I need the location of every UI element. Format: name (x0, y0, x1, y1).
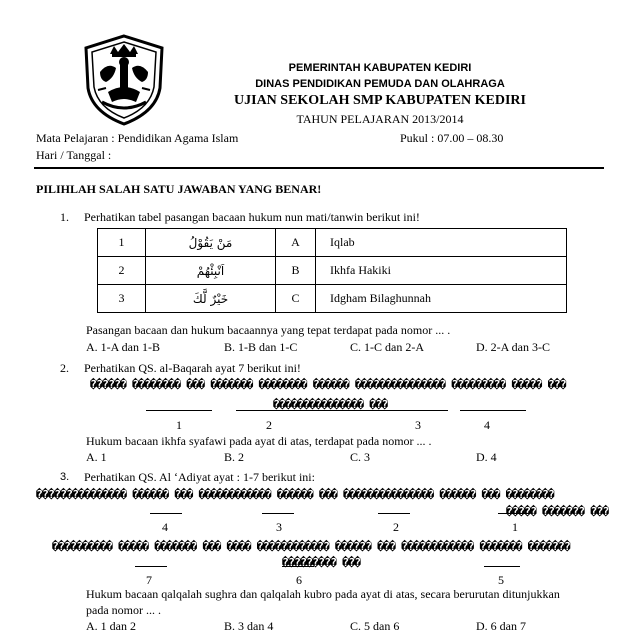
q3-verse-line2b: ��������� ��� (282, 556, 361, 569)
q2-underline-4 (460, 410, 526, 411)
q3-label-2: 2 (393, 520, 399, 534)
q3-verse-line2: ���������� ����� ������� ��� ���� ������������ ������ ��� ������������ ������� ������� (52, 540, 570, 553)
q3-option-a: A. 1 dan 2 (86, 619, 136, 630)
q3-underline-1 (498, 513, 530, 514)
option-letter: A (276, 229, 316, 257)
q3-option-c: C. 5 dan 6 (350, 619, 400, 630)
table-row (98, 229, 567, 257)
q2-underline-3 (382, 410, 448, 411)
divider-line (34, 167, 604, 169)
q2-stem: Hukum bacaan ikhfa syafawi pada ayat di atas, terdapat pada nomor ... . (86, 434, 432, 448)
q3-label-6: 6 (296, 573, 302, 587)
q2-option-c: C. 3 (350, 450, 371, 464)
q3-verse-line1: ��������������� ������ ��� ������������ ������ ��� ��������������� ������ ��� �������� (36, 488, 554, 501)
row-number: 3 (98, 285, 146, 313)
q3-number: 3. (60, 471, 70, 483)
row-number: 1 (98, 229, 146, 257)
time-info: Pukul : 07.00 – 08.30 (400, 131, 504, 145)
q2-underline-1 (146, 410, 212, 411)
q1-stem: Pasangan bacaan dan hukum bacaannya yang tepat terdapat pada nomor ... . (86, 323, 451, 337)
q2-underline-2 (236, 410, 386, 411)
kabupaten-kediri-emblem (78, 32, 170, 128)
q3-underline-5 (484, 566, 520, 567)
q3-underline-4 (150, 513, 182, 514)
tajwid-rule: Iqlab (316, 229, 567, 257)
q2-text: Perhatikan QS. al-Baqarah ayat 7 berikut ini! (84, 361, 301, 375)
q2-option-d: D. 4 (476, 450, 497, 464)
q3-underline-6 (282, 566, 314, 567)
arabic-phrase: اَنْبِئْهُمْ (146, 257, 276, 285)
q3-label-4: 4 (162, 520, 168, 534)
q1-option-a: A. 1-A dan 1-B (86, 340, 160, 354)
q1-option-d: D. 2-A dan 3-C (476, 340, 550, 354)
q3-option-b: B. 3 dan 4 (224, 619, 274, 630)
tajwid-rule: Idgham Bilaghunnah (316, 285, 567, 313)
q3-label-3: 3 (276, 520, 282, 534)
arabic-phrase: خَيْرٌ لَّكَ (146, 285, 276, 313)
header-school-year: TAHUN PELAJARAN 2013/2014 (296, 112, 464, 126)
arabic-phrase: مَنْ يَقُوْلُ (146, 229, 276, 257)
subject-info: Mata Pelajaran : Pendidikan Agama Islam (36, 131, 239, 145)
q1-option-b: B. 1-B dan 1-C (224, 340, 298, 354)
header-government: PEMERINTAH KABUPATEN KEDIRI (288, 62, 472, 74)
q2-label-4: 4 (484, 418, 490, 432)
q1-table (97, 228, 567, 313)
header-department: DINAS PENDIDIKAN PEMUDA DAN OLAHRAGA (255, 78, 505, 90)
q2-option-b: B. 2 (224, 450, 245, 464)
q3-underline-2 (378, 513, 410, 514)
q3-stem-cont: pada nomor ... . (86, 603, 161, 617)
row-number: 2 (98, 257, 146, 285)
q3-option-d: D. 6 dan 7 (476, 619, 526, 630)
option-letter: B (276, 257, 316, 285)
q2-label-1: 1 (176, 418, 182, 432)
q2-label-2: 2 (266, 418, 272, 432)
q3-underline-7 (135, 566, 167, 567)
q2-label-3: 3 (415, 418, 421, 432)
q3-underline-3 (262, 513, 294, 514)
q2-number: 2. (60, 361, 69, 375)
option-letter: C (276, 285, 316, 313)
q3-text: Perhatikan QS. Al ‘Adiyat ayat : 1-7 berikut ini: (84, 470, 315, 484)
table-row (98, 285, 567, 313)
header-exam-title: UJIAN SEKOLAH SMP KABUPATEN KEDIRI (234, 93, 526, 108)
q1-text: Perhatikan tabel pasangan bacaan hukum nun mati/tanwin berikut ini! (84, 210, 420, 224)
q3-label-5: 5 (498, 573, 504, 587)
q1-option-c: C. 1-C dan 2-A (350, 340, 424, 354)
q3-stem: Hukum bacaan qalqalah sughra dan qalqalah kubro pada ayat di atas, secara berurutan ditunjukkan (86, 587, 560, 601)
instruction: PILIHLAH SALAH SATU JAWABAN YANG BENAR! (36, 182, 322, 196)
table-row (98, 257, 567, 285)
q1-number: 1. (60, 210, 69, 224)
q3-label-1: 1 (512, 520, 518, 534)
q3-label-7: 7 (146, 573, 152, 587)
q2-verse-line1: ������ �������� ��� ������� �������� ������ ��������������� ��������� ����� ��� (90, 378, 566, 391)
q3-verse-line1b: ����� ������� ��� (506, 505, 609, 518)
q2-verse-line2: ��������������� ��� (273, 398, 388, 411)
day-date-info: Hari / Tanggal : (36, 148, 112, 162)
tajwid-rule: Ikhfa Hakiki (316, 257, 567, 285)
q2-option-a: A. 1 (86, 450, 107, 464)
